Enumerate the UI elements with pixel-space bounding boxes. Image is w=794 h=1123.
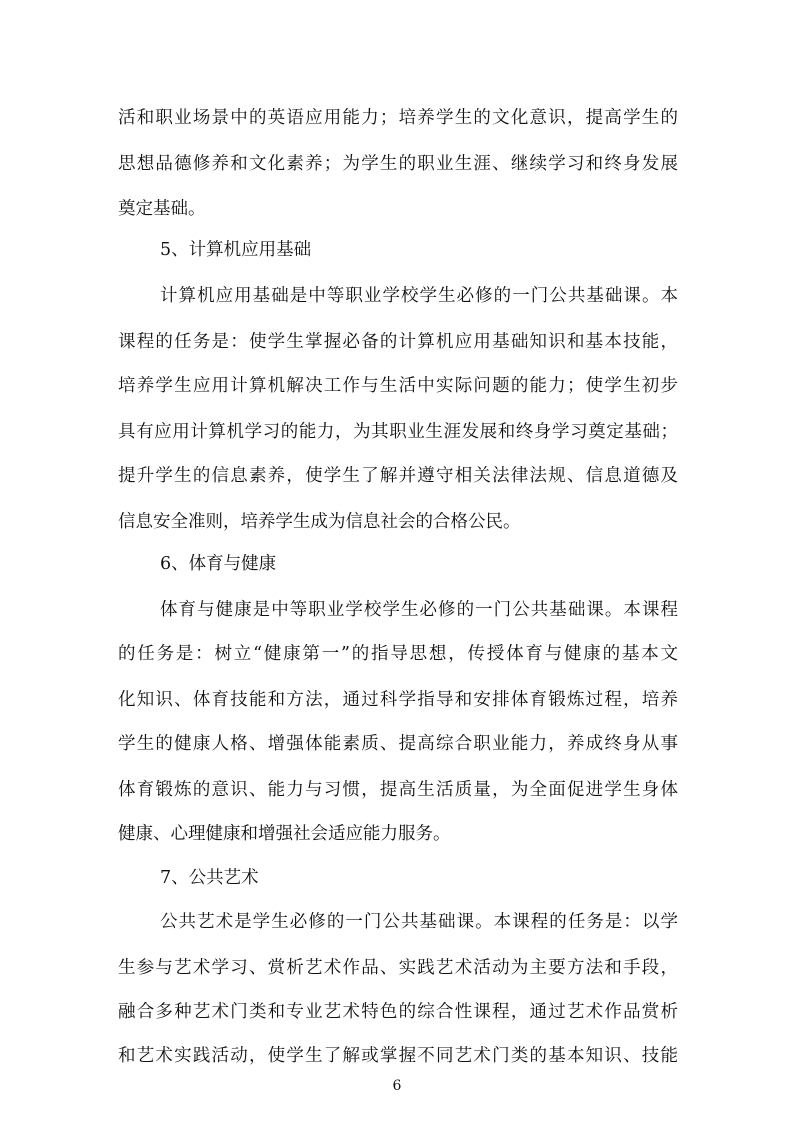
paragraph-line: 提升学生的信息素养，使学生了解并遵守相关法律法规、信息道德及 — [118, 466, 678, 486]
paragraph-line: 活和职业场景中的英语应用能力；培养学生的文化意识，提高学生的 — [118, 108, 678, 128]
paragraph-line: 体育与健康是中等职业学校学生必修的一门公共基础课。本课程 — [160, 600, 678, 620]
paragraph-line: 公共艺术是学生必修的一门公共基础课。本课程的任务是：以学 — [160, 912, 678, 932]
section-heading-computer: 5、计算机应用基础 — [160, 240, 312, 260]
paragraph-line: 信息安全准则，培养学生成为信息社会的合格公民。 — [118, 512, 521, 532]
paragraph-line: 奠定基础。 — [118, 199, 206, 219]
paragraph-line: 培养学生应用计算机解决工作与生活中实际问题的能力；使学生初步 — [118, 376, 678, 396]
paragraph-line: 融合多种艺术门类和专业艺术特色的综合性课程，通过艺术作品赏析 — [118, 1002, 678, 1022]
paragraph-line: 课程的任务是：使学生掌握必备的计算机应用基础知识和基本技能， — [118, 332, 678, 352]
paragraph-line: 的任务是：树立“健康第一”的指导思想，传授体育与健康的基本文 — [118, 644, 678, 664]
paragraph-line: 思想品德修养和文化素养；为学生的职业生涯、继续学习和终身发展 — [118, 154, 678, 174]
paragraph-line: 和艺术实践活动，使学生了解或掌握不同艺术门类的基本知识、技能 — [118, 1046, 678, 1066]
paragraph-line: 健康、心理健康和增强社会适应能力服务。 — [118, 824, 451, 844]
page-number: 6 — [392, 1078, 402, 1094]
paragraph-line: 生参与艺术学习、赏析艺术作品、实践艺术活动为主要方法和手段， — [118, 958, 678, 978]
paragraph-line: 具有应用计算机学习的能力，为其职业生涯发展和终身学习奠定基础； — [118, 422, 678, 442]
section-heading-art: 7、公共艺术 — [160, 868, 259, 888]
paragraph-line: 学生的健康人格、增强体能素质、提高综合职业能力，养成终身从事 — [118, 734, 678, 754]
section-heading-sports: 6、体育与健康 — [160, 554, 277, 574]
paragraph-line: 化知识、体育技能和方法，通过科学指导和安排体育锻炼过程，培养 — [118, 690, 678, 710]
paragraph-line: 计算机应用基础是中等职业学校学生必修的一门公共基础课。本 — [160, 286, 678, 306]
paragraph-line: 体育锻炼的意识、能力与习惯，提高生活质量，为全面促进学生身体 — [118, 780, 678, 800]
